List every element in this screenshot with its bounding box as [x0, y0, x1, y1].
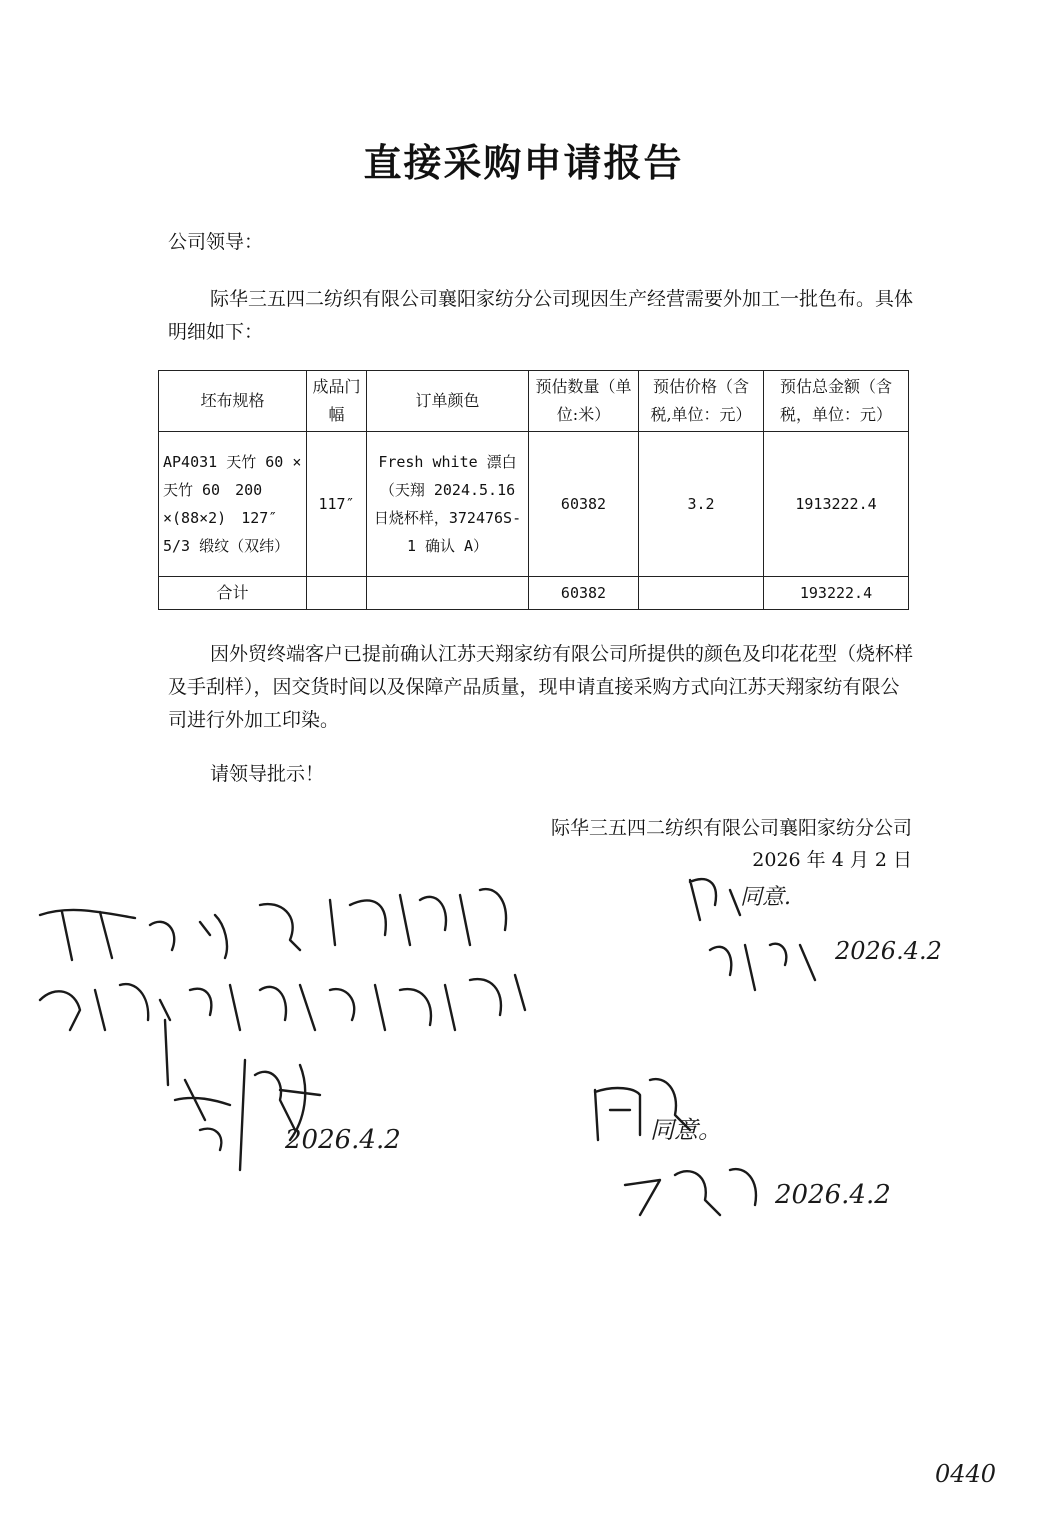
cell-amount: 1913222.4 [764, 432, 909, 577]
header-spec: 坯布规格 [159, 371, 307, 432]
cell-total-label: 合计 [159, 577, 307, 610]
page-number: 0440 [935, 1460, 997, 1488]
header-price: 预估价格（含税,单位：元） [639, 371, 764, 432]
header-width: 成品门幅 [307, 371, 367, 432]
cell-color: Fresh white 漂白（天翔 2024.5.16 日烧杯样，372476S-1 确认 A） [367, 432, 529, 577]
header-amount: 预估总金额（含税，单位：元） [764, 371, 909, 432]
handwritten-note-left-stroke [40, 889, 506, 960]
cell-qty: 60382 [529, 432, 639, 577]
cell-spec: AP4031 天竹 60 ×天竹 60 200 ×(88×2) 127″ 5/3 缎纹（双纬） [159, 432, 307, 577]
table-total-row [159, 577, 909, 610]
handwritten-note-left-stroke-2 [40, 975, 525, 1085]
cell-total-amount: 193222.4 [764, 577, 909, 610]
cell-total-qty: 60382 [529, 577, 639, 610]
signoff-block [551, 812, 912, 876]
cell-total-width [307, 577, 367, 610]
signature-bottom-stroke [595, 1079, 756, 1215]
signoff-date: 2026 年 4 月 2 日 [752, 849, 912, 871]
cell-total-color [367, 577, 529, 610]
table-row [159, 432, 909, 577]
handwritten-date-bottom: 2026.4.2 [775, 1180, 891, 1210]
salutation: 公司领导： [168, 231, 264, 253]
request-line: 请领导批示！ [210, 763, 325, 785]
cell-total-price [639, 577, 764, 610]
signoff-company: 际华三五四二纺织有限公司襄阳家纺分公司 [550, 817, 912, 839]
cell-width: 117″ [307, 432, 367, 577]
header-color: 订单颜色 [367, 371, 529, 432]
table-header-row [159, 371, 909, 432]
detail-table [158, 370, 909, 610]
document-title: 直接采购申请报告 [363, 141, 684, 185]
handwritten-date-right-top: 2026.4.2 [835, 937, 942, 965]
cell-price: 3.2 [639, 432, 764, 577]
header-qty: 预估数量（单位:米） [529, 371, 639, 432]
intro-paragraph: 际华三五四二纺织有限公司襄阳家纺分公司现因生产经营需要外加工一批色布。具体明细如下： [168, 288, 914, 343]
handwritten-date-left: 2026.4.2 [285, 1125, 401, 1155]
handwritten-note-bottom: 同意。 [650, 1116, 722, 1144]
handwritten-note-right-top: 同意. [740, 885, 791, 910]
reason-paragraph: 因外贸终端客户已提前确认江苏天翔家纺有限公司所提供的颜色及印花花型（烧杯样及手刮样），因交货时间以及保障产品质量，现申请直接采购方式向江苏天翔家纺有限公司进行外加工印染。 [168, 643, 914, 731]
